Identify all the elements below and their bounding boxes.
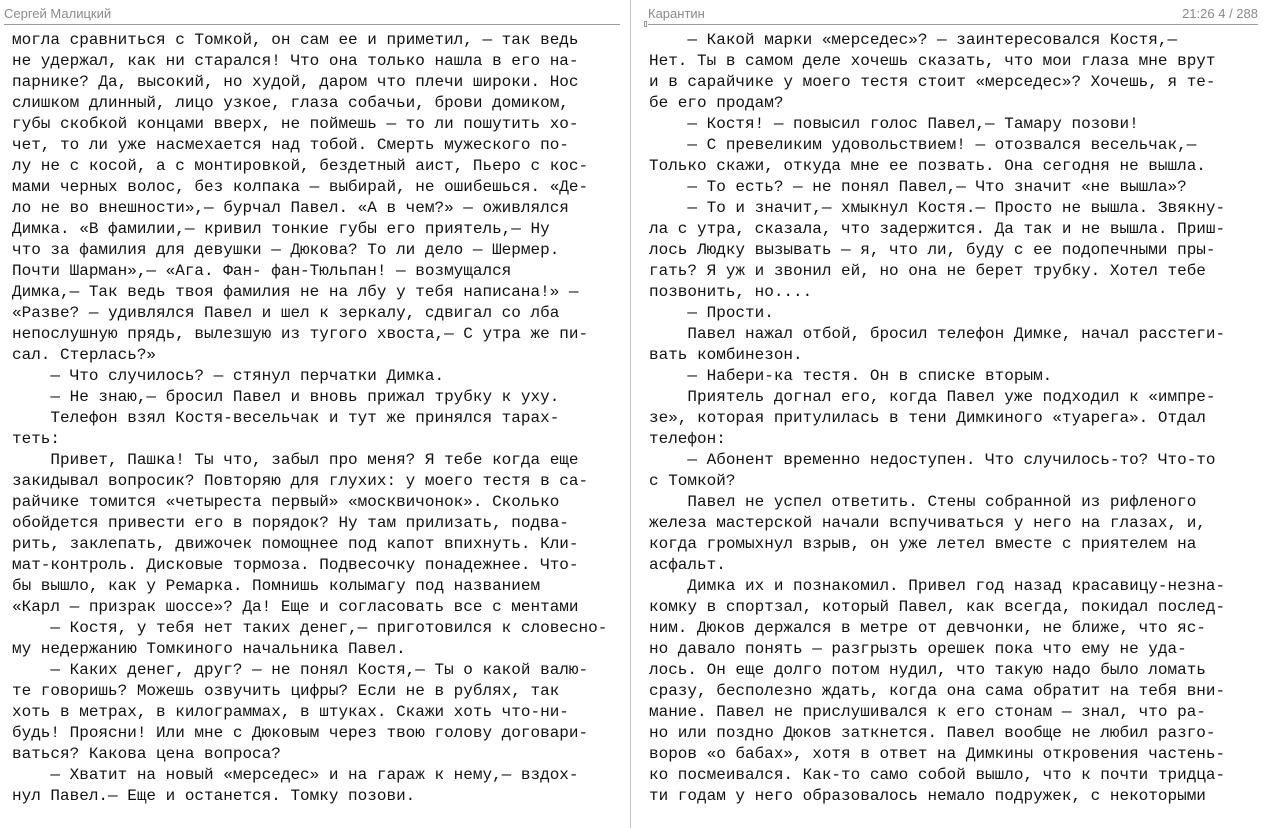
- text-line: и в сарайчике у моего тестя стоит «мерседес»? Хочешь, я те-: [649, 73, 1216, 91]
- text-line: обойдется привести его в порядок? Ну там прилизать, подва-: [12, 514, 569, 532]
- text-line: что за фамилия для девушки — Дюкова? То ли дело — Шермер.: [12, 241, 560, 259]
- text-line: лось. Он еще долго потом нудил, что такую надо было ломать: [649, 661, 1206, 679]
- text-line: железа мастерской начали вспучиваться у него на глазах, и,: [649, 514, 1206, 532]
- book-author: Сергей Малицкий: [4, 6, 112, 21]
- right-page-header: [648, 5, 1258, 23]
- text-line: слишком длинный, лицо узкое, глаза собачьи, брови домиком,: [12, 94, 569, 112]
- text-line: зе», которая притулилась в тени Димкиного «туарега». Отдал: [649, 409, 1206, 427]
- text-line: те говоришь? Можешь озвучить цифры? Если не в рублях, так: [12, 682, 560, 700]
- text-line: Димка,— Так ведь твоя фамилия не на лбу у тебя написана!» —: [12, 283, 579, 301]
- text-line: му недержанию Томкиного начальника Павел.: [12, 640, 406, 658]
- text-line: нул Павел.— Еще и останется. Томку позови.: [12, 787, 416, 805]
- text-line: — Набери-ка тестя. Он в списке вторым.: [649, 367, 1053, 385]
- page-divider: [630, 0, 631, 828]
- clock: 21:26: [1182, 6, 1215, 21]
- text-line: телефон:: [649, 430, 726, 448]
- text-line: позвонить, но....: [649, 283, 813, 301]
- text-line: но или поздно Дюков заткнется. Павел вообще не любил разго-: [649, 724, 1216, 742]
- left-page-text: [12, 30, 607, 807]
- text-line: Димка их и познакомил. Привел год назад красавицу-незна-: [649, 577, 1226, 595]
- header-separator: [4, 24, 620, 25]
- book-title: Карантин: [648, 6, 705, 21]
- text-line: парнике? Да, высокий, но худой, даром что плечи широки. Нос: [12, 73, 579, 91]
- text-line: бы вышло, как у Ремарка. Помнишь колымагу под названием: [12, 577, 541, 595]
- text-line: Привет, Пашка! Ты что, забыл про меня? Я тебе когда еще: [12, 451, 579, 469]
- text-line: Димка. «В фамилии,— кривил тонкие губы его приятель,— Ну: [12, 220, 550, 238]
- left-page-header: [4, 5, 620, 23]
- text-line: ла с утра, сказала, что задержится. Да так и не вышла. Приш-: [649, 220, 1226, 238]
- text-line: комку в спортзал, который Павел, как всегда, покидал послед-: [649, 598, 1226, 616]
- text-line: чет, то ли уже насмехается над тобой. Смерть мужеского по-: [12, 136, 569, 154]
- text-line: мание. Павел не прислушивался к его стонам — знал, что ра-: [649, 703, 1206, 721]
- text-line: мами черных волос, без колпака — выбирай, не ошибешься. «Де-: [12, 178, 589, 196]
- text-line: — Какой марки «мерседес»? — заинтересовался Костя,—: [649, 31, 1178, 49]
- text-line: ко посмеивался. Как-то само собой вышло, что к почти тридца-: [649, 766, 1226, 784]
- text-line: могла сравниться с Томкой, он сам ее и приметил, — так ведь: [12, 31, 579, 49]
- text-line: будь! Проясни! Или мне с Дюковым через твою голову договари-: [12, 724, 589, 742]
- header-separator: [648, 24, 1258, 25]
- bookmark-icon: [644, 21, 647, 27]
- text-line: Только скажи, откуда мне ее позвать. Она сегодня не вышла.: [649, 157, 1206, 175]
- text-line: губы скобкой концами вверх, не поймешь — то ли пошутить хо-: [12, 115, 579, 133]
- text-line: «Разве? — удивлялся Павел и шел к зеркалу, сдвигал со лба: [12, 304, 560, 322]
- text-line: Нет. Ты в самом деле хочешь сказать, что мои глаза мне врут: [649, 52, 1216, 70]
- left-page[interactable]: [0, 0, 630, 828]
- text-line: Павел не успел ответить. Стены собранной из рифленого: [649, 493, 1197, 511]
- right-page[interactable]: [632, 0, 1263, 828]
- text-line: — С превеликим удовольствием! — отозвался весельчак,—: [649, 136, 1197, 154]
- status-info: [1182, 5, 1258, 23]
- text-line: воров «о бабах», хотя в ответ на Димкины откровения частень-: [649, 745, 1226, 763]
- text-line: теть:: [12, 430, 61, 448]
- text-line: — Костя! — повысил голос Павел,— Тамару позови!: [649, 115, 1139, 133]
- text-line: закидывал вопросик? Повторяю для глухих: у моего тестя в са-: [12, 472, 589, 490]
- text-line: гать? Я уж и звонил ей, но она не берет трубку. Хотел тебе: [649, 262, 1206, 280]
- text-line: — Каких денег, друг? — не понял Костя,— Ты о какой валю-: [12, 661, 589, 679]
- text-line: ним. Дюков держался в метре от девчонки, не ближе, что яс-: [649, 619, 1206, 637]
- text-line: вать комбинезон.: [649, 346, 803, 364]
- text-line: Приятель догнал его, когда Павел уже подходил к «импре-: [649, 388, 1216, 406]
- page-indicator: 4 / 288: [1218, 6, 1258, 21]
- text-line: — Не знаю,— бросил Павел и вновь прижал трубку к уху.: [12, 388, 560, 406]
- text-line: сразу, бесполезно ждать, когда она сама обратит на тебя вни-: [649, 682, 1226, 700]
- text-line: ло не во внешности»,— бурчал Павел. «А в чем?» — оживлялся: [12, 199, 569, 217]
- text-line: — То есть? — не понял Павел,— Что значит «не вышла»?: [649, 178, 1187, 196]
- text-line: ти годам у него образовалось немало подружек, с некоторыми: [649, 787, 1206, 805]
- text-line: асфальт.: [649, 556, 726, 574]
- text-line: сал. Стерлась?»: [12, 346, 157, 364]
- text-line: непослушную прядь, вылезшую из тугого хвоста,— С утра же пи-: [12, 325, 589, 343]
- text-line: — Абонент временно недоступен. Что случилось-то? Что-то: [649, 451, 1216, 469]
- text-line: — Хватит на новый «мерседес» и на гараж к нему,— вздох-: [12, 766, 579, 784]
- text-line: — Прости.: [649, 304, 774, 322]
- text-line: но давало понять — разгрызть орешек пока что ему не уда-: [649, 640, 1187, 658]
- right-page-text: [649, 30, 1225, 807]
- text-line: лось Людку вызывать — я, что ли, буду с ее подопечными пры-: [649, 241, 1216, 259]
- text-line: — То и значит,— хмыкнул Костя.— Просто не вышла. Звякну-: [649, 199, 1226, 217]
- text-line: лу не с косой, а с монтировкой, бездетный аист, Пьеро с кос-: [12, 157, 589, 175]
- text-line: — Что случилось? — стянул перчатки Димка.: [12, 367, 445, 385]
- text-line: хоть в метрах, в килограммах, в штуках. Скажи хоть что-ни-: [12, 703, 569, 721]
- text-line: Телефон взял Костя-весельчак и тут же принялся тарах-: [12, 409, 560, 427]
- text-line: рить, заклепать, движочек помощнее под капот впихнуть. Кли-: [12, 535, 579, 553]
- text-line: не удержал, как ни старался! Что она только нашла в его на-: [12, 52, 579, 70]
- text-line: «Карл — призрак шоссе»? Да! Еще и согласовать все с ментами: [12, 598, 579, 616]
- text-line: с Томкой?: [649, 472, 736, 490]
- text-line: ваться? Какова цена вопроса?: [12, 745, 281, 763]
- text-line: мат-контроль. Дисковые тормоза. Подвесочку понадежнее. Что-: [12, 556, 579, 574]
- text-line: Почти Шарман»,— «Ага. Фан- фан-Тюльпан! — возмущался: [12, 262, 512, 280]
- text-line: бе его продам?: [649, 94, 784, 112]
- text-line: когда громыхнул взрыв, он уже летел вместе с приятелем на: [649, 535, 1197, 553]
- text-line: райчике томится «четыреста первый» «москвичонок». Сколько: [12, 493, 560, 511]
- text-line: Павел нажал отбой, бросил телефон Димке, начал расстеги-: [649, 325, 1226, 343]
- text-line: — Костя, у тебя нет таких денег,— приготовился к словесно-: [12, 619, 608, 637]
